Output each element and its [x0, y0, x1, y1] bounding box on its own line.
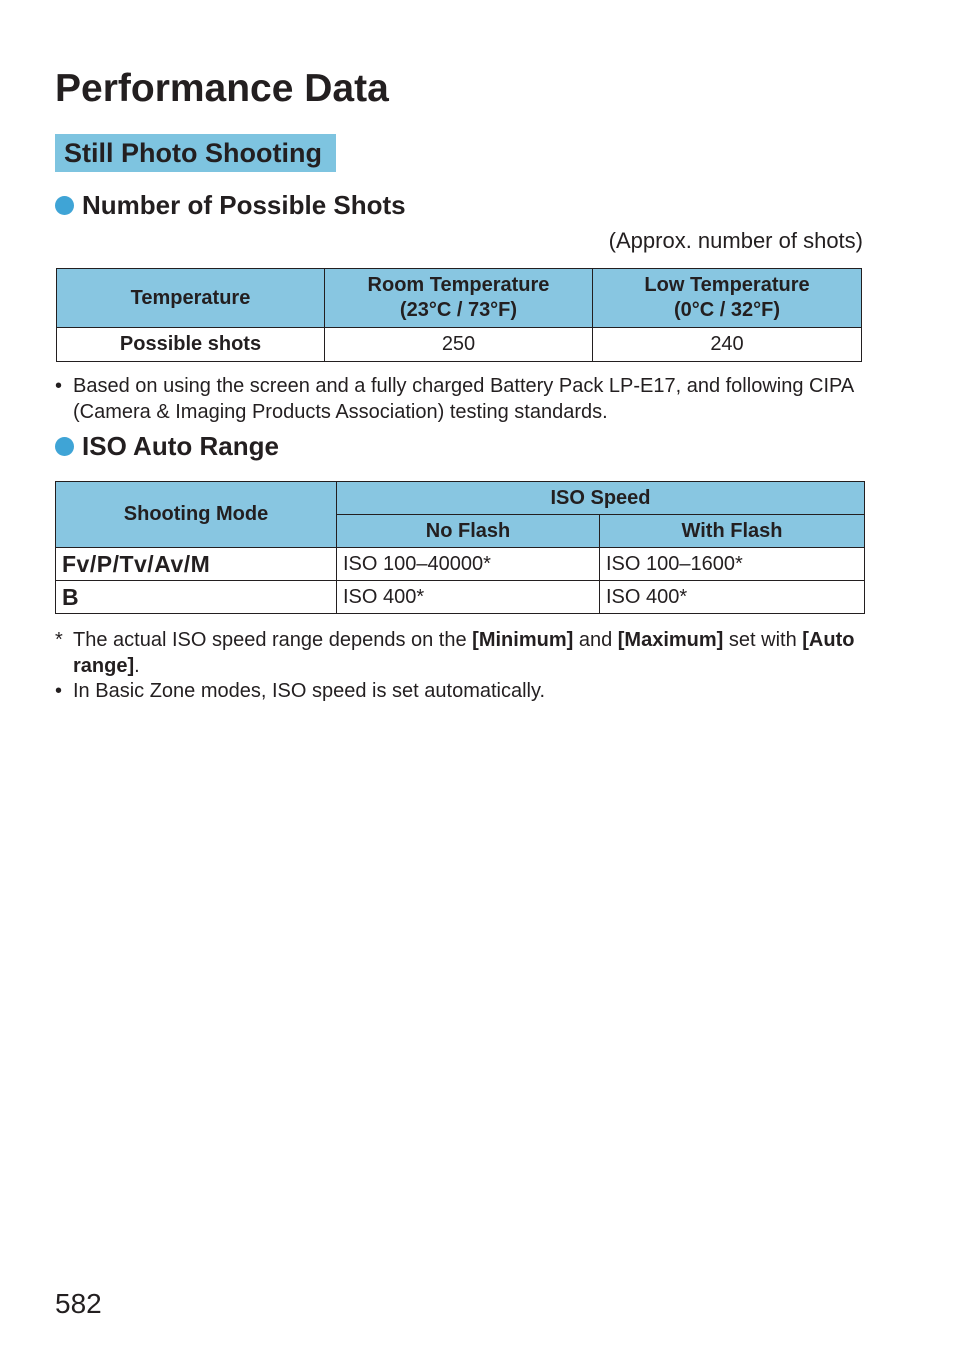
page-title: Performance Data — [55, 67, 389, 110]
header-no-flash: No Flash — [337, 515, 600, 548]
section-header: Still Photo Shooting — [55, 134, 336, 172]
note-text-b: and — [573, 629, 618, 651]
iso-footnote-1 — [55, 628, 855, 679]
iso-heading-text: ISO Auto Range — [82, 431, 279, 461]
table-header-row — [57, 269, 862, 328]
possible-shots-table — [56, 268, 862, 362]
header-temperature: Temperature — [57, 269, 325, 328]
footnote-bullet: • — [55, 680, 63, 702]
shots-footnote — [55, 374, 855, 425]
header-room-temperature — [325, 269, 593, 328]
mode-cell: Fv/P/Tv/Av/M — [56, 548, 337, 581]
no-flash-cell: ISO 400* — [337, 581, 600, 614]
unit-note: (Approx. number of shots) — [608, 228, 863, 253]
low-shots-value: 240 — [593, 328, 862, 362]
iso-range-table — [55, 481, 865, 614]
note-bold-minimum: [Minimum] — [472, 629, 574, 651]
iso-heading — [55, 431, 279, 462]
bullet-dot-icon — [55, 196, 74, 215]
mode-cell: B — [56, 581, 337, 614]
footnote-text — [55, 628, 855, 679]
table-row — [56, 581, 865, 614]
header-iso-speed: ISO Speed — [337, 482, 865, 515]
table-row — [56, 548, 865, 581]
note-bold-maximum: [Maximum] — [617, 629, 724, 651]
no-flash-cell: ISO 100–40000* — [337, 548, 600, 581]
header-room-line2: (23°C / 73°F) — [399, 299, 518, 321]
header-room-line1: Room Temperature — [367, 274, 550, 296]
iso-footnote-2 — [55, 679, 855, 705]
header-low-temperature — [593, 269, 862, 328]
footnote-bullet: • — [55, 375, 63, 397]
header-with-flash: With Flash — [600, 515, 865, 548]
with-flash-cell: ISO 400* — [600, 581, 865, 614]
table-header-row — [56, 482, 865, 515]
footnote-text: In Basic Zone modes, ISO speed is set automatically. — [73, 680, 546, 702]
row-label: Possible shots — [57, 328, 325, 362]
note-bold-auto-range: [Auto range] — [73, 629, 855, 677]
footnote-asterisk: * — [55, 629, 63, 651]
with-flash-cell: ISO 100–1600* — [600, 548, 865, 581]
header-low-line1: Low Temperature — [644, 274, 810, 296]
footnote-text: Based on using the screen and a fully charged Battery Pack LP-E17, and following CIPA (Camera & Imaging Products Association) testing standards. — [73, 375, 854, 423]
table-row — [57, 328, 862, 362]
note-text-d: . — [134, 654, 140, 677]
shots-heading-text: Number of Possible Shots — [82, 190, 406, 220]
room-shots-value: 250 — [325, 328, 593, 362]
note-text-a: The actual ISO speed range depends on the — [73, 629, 473, 651]
shots-heading — [55, 190, 406, 221]
header-low-line2: (0°C / 32°F) — [673, 299, 780, 321]
note-text-c: set with — [723, 629, 803, 651]
header-shooting-mode: Shooting Mode — [56, 482, 337, 548]
bullet-dot-icon — [55, 437, 74, 456]
page-number: 582 — [55, 1288, 102, 1319]
